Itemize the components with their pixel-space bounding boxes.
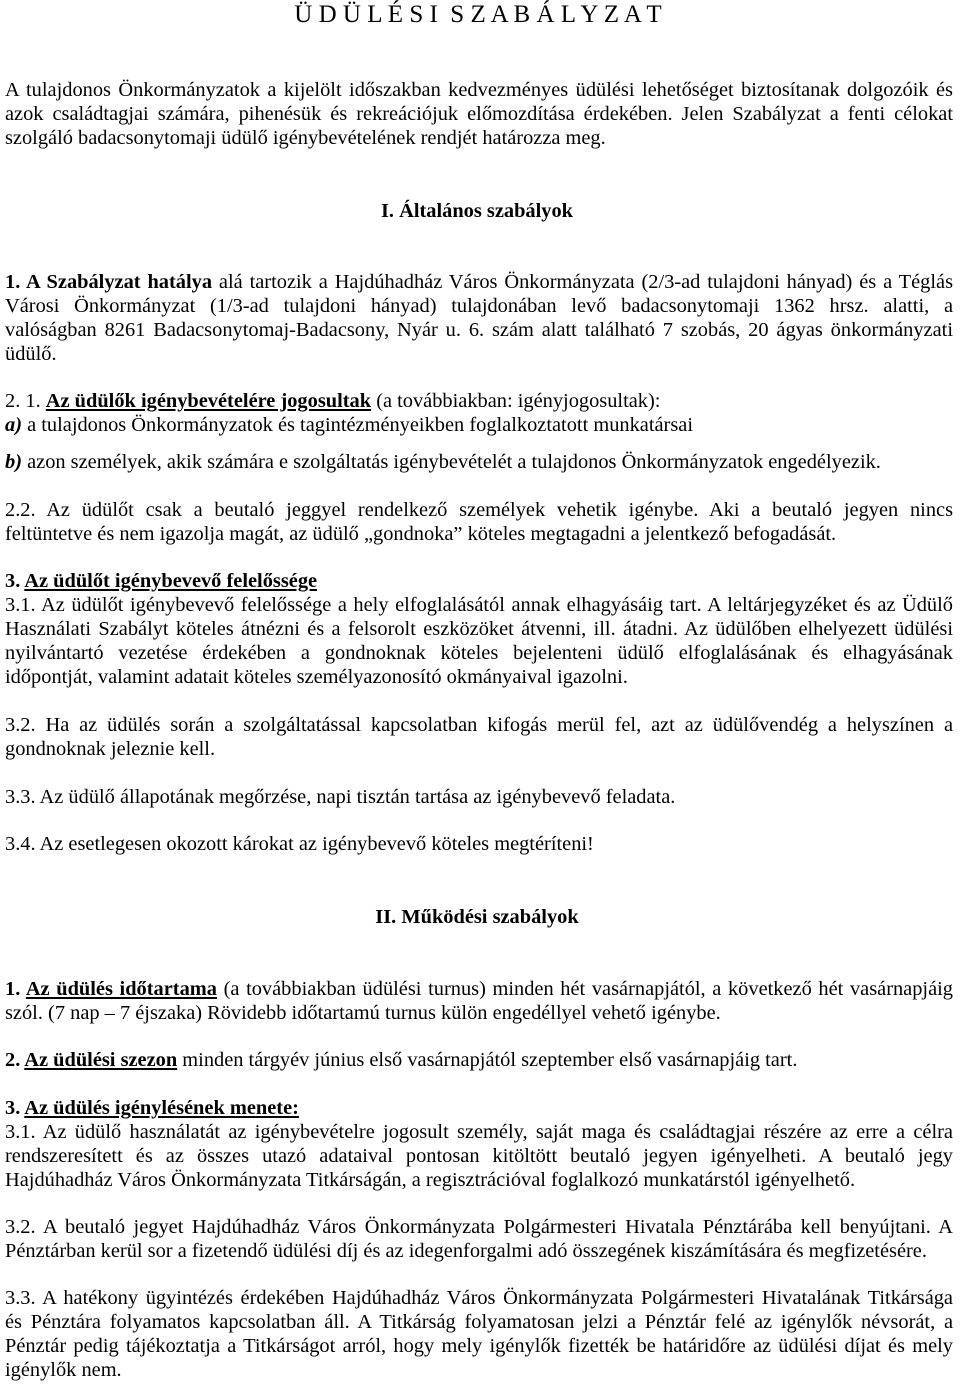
referral-line: 2.2. Az üdülőt csak a beutaló jeggyel rendelkező személyek vehetik igénybe. Aki a beutaló jegyen nincs bbox=[5, 499, 953, 521]
coordination-line: Pénztár pedig tájékoztatja a Titkárságot arról, hogy mely igénylők fizették be határidőre az üdülési díjat és mely bbox=[5, 1335, 953, 1357]
responsibility-line: Használati Szabályt köteles átnézni és a felsorolt eszközöket átvenni, ill. átadni. Az üdülőben elhelyezett üdülési bbox=[5, 618, 953, 640]
eligibility-label: Az üdülők igénybevételére jogosultak bbox=[45, 390, 372, 412]
season-text: minden tárgyév június első vasárnapjától szeptember első vasárnapjáig tart. bbox=[177, 1049, 798, 1071]
responsibility-heading bbox=[5, 569, 953, 593]
paragraph-scope bbox=[5, 270, 953, 366]
item-number: 3. bbox=[5, 1097, 25, 1119]
scope-text: alá tartozik a Hajdúhadház Város Önkormányzata (2/3-ad tulajdoni hányad) és a Téglás bbox=[212, 271, 954, 293]
paragraph-responsibility bbox=[5, 569, 953, 689]
application-line: 3.1. Az üdülő használatát az igénybevételre jogosult személy, saját maga és családtagjai részére az erre a célra bbox=[5, 1121, 953, 1143]
item-text: azon személyek, akik számára e szolgáltatás igénybevételét a tulajdonos Önkormányzatok engedélyezik. bbox=[22, 451, 881, 473]
paragraph-3-2 bbox=[5, 713, 953, 761]
coordination-line: igénylők nem. bbox=[5, 1359, 122, 1381]
duration-text: (a továbbiakban üdülési turnus) minden hét vasárnapjától, a következő hét vasárnapjáig bbox=[216, 978, 954, 1000]
duration-line: szól. (7 nap – 7 éjszaka) Rövidebb időtartamú turnus külön engedéllyel vehető igénybe. bbox=[5, 1002, 721, 1024]
scope-line bbox=[5, 270, 953, 294]
item-number: 2. 1. bbox=[5, 390, 46, 412]
scope-label: 1. A Szabályzat hatálya bbox=[5, 271, 213, 293]
eligibility-line bbox=[5, 389, 953, 413]
application-line: Hajdúhadház Város Önkormányzata Titkárságán, a regisztrációval foglalkozó munkatárstól igényelhető. bbox=[5, 1169, 856, 1191]
responsibility-line: időpontját, valamint adatait köteles személyazonosító okmányaival igazolni. bbox=[5, 666, 628, 688]
eligibility-item-b bbox=[5, 450, 953, 474]
paragraph-referral bbox=[5, 498, 953, 546]
responsibility-line: 3.1. Az üdülőt igénybevevő felelőssége a hely elfoglalásától annak elhagyásáig tart. A leltárjegyzéket és az Üdülő bbox=[5, 594, 953, 616]
eligibility-item-line bbox=[5, 450, 953, 474]
item-marker: b) bbox=[5, 451, 22, 473]
damages-line: 3.4. Az esetlegesen okozott károkat az igénybevevő köteles megtéríteni! bbox=[5, 833, 594, 855]
intro-line: azok családtagjai számára, pihenésük és rekreációjuk előmozdítása érdekében. Jelen Szabályzat a fenti célokat bbox=[5, 103, 953, 125]
maintenance-line: 3.3. Az üdülő állapotának megőrzése, napi tisztán tartása az igénybevevő feladata. bbox=[5, 786, 676, 808]
referral-line: feltüntetve és nem igazolja magát, az üdülő „gondnoka” köteles megtagadni a jelentkező befogadását. bbox=[5, 523, 837, 545]
payment-line: 3.2. A beutaló jegyet Hajdúhadház Város Önkormányzata Polgármesteri Hivatala Pénztárába kell benyújtani. A bbox=[5, 1216, 953, 1238]
document-title: Ü D Ü L É S I S Z A B Á L Y Z A T bbox=[294, 1, 662, 28]
intro-line: A tulajdonos Önkormányzatok a kijelölt időszakban kedvezményes üdülési lehetőséget biztosítanak dolgozóik és bbox=[5, 79, 953, 101]
paragraph-payment bbox=[5, 1215, 953, 1263]
item-number: 2. bbox=[5, 1049, 25, 1071]
item-marker: a) bbox=[5, 414, 22, 436]
application-label: Az üdülés igénylésének menete: bbox=[24, 1097, 299, 1119]
season-label: Az üdülési szezon bbox=[24, 1049, 178, 1071]
paragraph-coordination bbox=[5, 1286, 953, 1382]
complaint-line: 3.2. Ha az üdülés során a szolgáltatással kapcsolatban kifogás merül fel, azt az üdülővendég a helyszínen a bbox=[5, 714, 953, 736]
eligibility-item-a bbox=[5, 413, 953, 437]
scope-line: Városi Önkormányzat (1/3-ad tulajdoni hányad) tulajdonában levő badacsonytomaji 1362 hrsz. alatti, a bbox=[5, 295, 953, 317]
application-line: rendszeresített és az összes utazó adataival pontosan kitöltött beutaló jegyen igényelheti. A beutaló jegy bbox=[5, 1145, 953, 1167]
paragraph-application bbox=[5, 1096, 953, 1192]
scope-line: üdülő. bbox=[5, 343, 57, 365]
paragraph-3-4 bbox=[5, 832, 953, 856]
paragraph-3-3 bbox=[5, 785, 953, 809]
complaint-line: gondnoknak jeleznie kell. bbox=[5, 738, 216, 760]
duration-label: Az üdülés időtartama bbox=[25, 978, 217, 1000]
coordination-line: 3.3. A hatékony ügyintézés érdekében Hajdúhadház Város Önkormányzata Polgármesteri Hivatalának Titkársága bbox=[5, 1287, 953, 1309]
section-heading-operating-rules: II. Működési szabályok bbox=[375, 906, 579, 928]
scope-line: valóságban 8261 Badacsonytomaj-Badacsony, Nyár u. 6. szám alatt található 7 szobás, 20 ágyas önkormányzati bbox=[5, 319, 953, 341]
duration-line bbox=[5, 977, 953, 1001]
coordination-line: és Pénztára folyamatos kapcsolatban áll. A Titkárság folyamatosan jelzi a Pénztár felé az igénylők névsorát, a bbox=[5, 1311, 953, 1333]
item-text: a tulajdonos Önkormányzatok és tagintézményeikben foglalkoztatott munkatársai bbox=[22, 414, 693, 436]
paragraph-eligibility bbox=[5, 389, 953, 437]
responsibility-label: Az üdülőt igénybevevő felelőssége bbox=[24, 570, 318, 592]
item-number: 1. bbox=[5, 978, 26, 1000]
responsibility-line: nyilvántartó vezetése érdekében a gondnoknak köteles bejelenteni üdülő elfoglalásának és elhagyásának bbox=[5, 642, 953, 664]
section-heading-general-rules: I. Általános szabályok bbox=[380, 200, 574, 222]
season-line bbox=[5, 1048, 953, 1072]
intro-paragraph bbox=[5, 78, 953, 150]
item-number: 3. bbox=[5, 570, 25, 592]
payment-line: Pénztárban kerül sor a fizetendő üdülési díj és az idegenforgalmi adó összegének kiszámítására és megfizetésére. bbox=[5, 1240, 927, 1262]
paragraph-duration bbox=[5, 977, 953, 1025]
paragraph-season bbox=[5, 1048, 953, 1072]
intro-line: szolgáló badacsonytomaji üdülő igénybevételének rendjét határozza meg. bbox=[5, 127, 606, 149]
application-heading bbox=[5, 1096, 953, 1120]
eligibility-text: (a továbbiakban: igényjogosultak): bbox=[371, 390, 661, 412]
